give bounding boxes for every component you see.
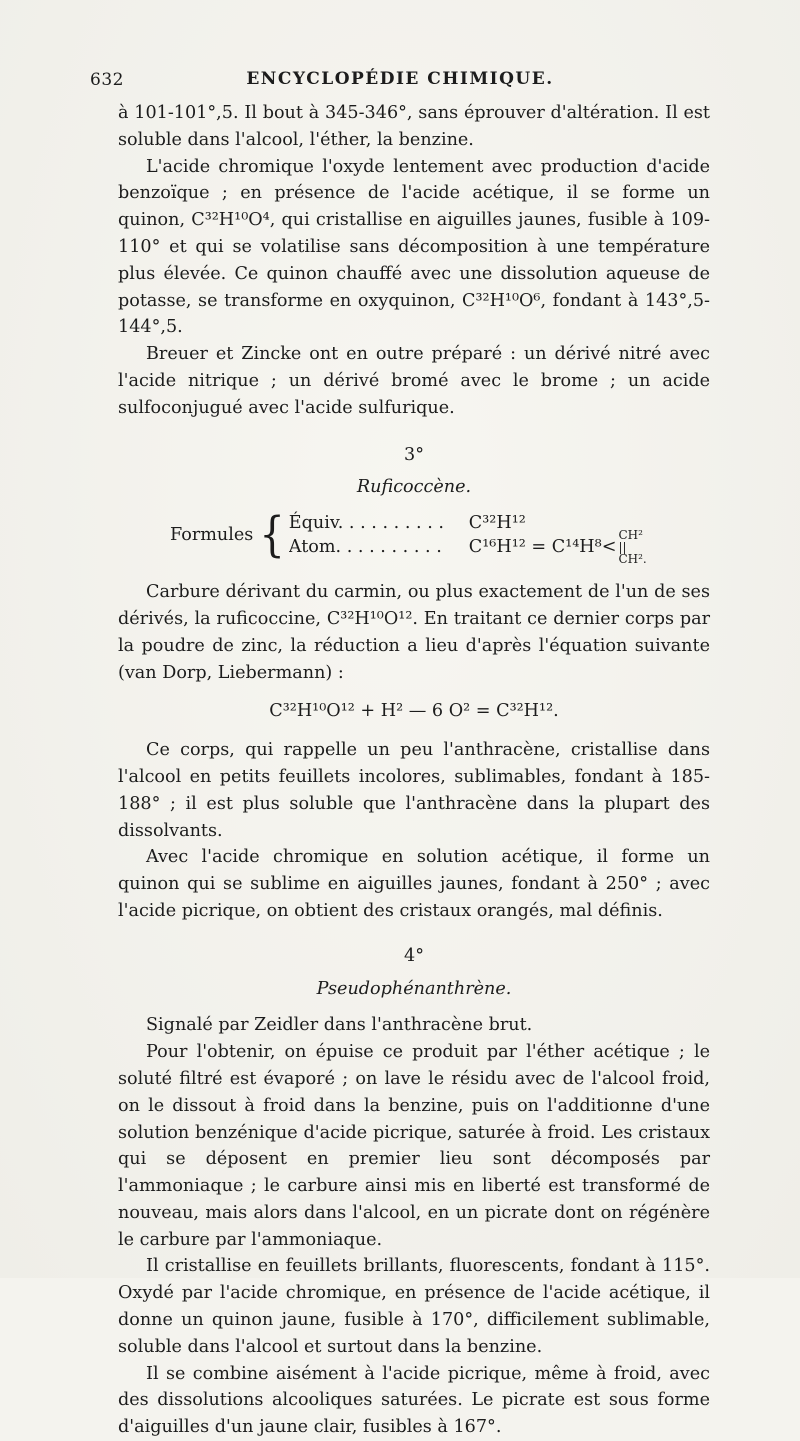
branch-top: CH² [618,528,643,543]
formula-row-atom [288,528,647,567]
formula-block [170,507,710,567]
formules-label: Formules [170,524,254,545]
formula-name: Atom. . . . . . . . . . [288,536,442,557]
running-title: ENCYCLOPÉDIE CHIMIQUE. [246,69,554,89]
formula-value: C³²H¹² [468,512,526,533]
formula-branch [618,529,646,565]
branch-bond: || [618,540,627,555]
page-header [60,60,740,90]
paragraph: Carbure dérivant du carmin, ou plus exactement de l'un de ses dérivés, la ruficoccine, C³²H¹⁰O¹². En traitant ce dernier corps par la poudre de zinc, la réduction a lieu d'après l'équation suivante (van Dorp, Liebermann) : [118,582,710,683]
paragraph: Il cristallise en feuillets brillants, fluorescents, fondant à 115°. Oxydé par l'acide chromique, en présence de l'acide acétique, il donne un quinon jaune, fusible à 170°, difficilement sublimable, soluble dans l'alcool et surtout dans la benzine. [118,1256,710,1357]
paragraph: Signalé par Zeidler dans l'anthracène brut. [146,1015,533,1036]
formula-row-equiv [289,511,647,535]
formula-name: Équiv. . . . . . . . . . [288,512,444,533]
paragraph: Avec l'acide chromique en solution acétique, il forme un quinon qui se sublime en aiguilles jaunes, fondant à 250° ; avec l'acide picrique, on obtient des cristaux orangés, mal définis. [118,847,710,921]
paragraph: Pour l'obtenir, on épuise ce produit par l'éther acétique ; le soluté filtré est évaporé ; on lave le résidu avec de l'alcool froid, on le dissout à froid dans la benzine, puis on l'additionne d'une solution benzénique d'acide picrique, saturée à froid. Les cristaux qui se déposent en premier lieu sont décomposés par l'ammoniaque ; le carbure ainsi mis en liberté est transformé de nouveau, mais alors dans l'alcool, en un picrate dont on régénère le carbure par l'ammoniaque. [118,1042,710,1250]
formula-value: C¹⁶H¹² = C¹⁴H⁸< [468,536,617,557]
paragraph: à 101-101°,5. Il bout à 345-346°, sans éprouver d'altération. Il est soluble dans l'alcool, l'éther, la benzine. [118,103,710,150]
equation: C³²H¹⁰O¹² + H² — 6 O² = C³²H¹². [269,701,559,722]
paragraph: Breuer et Zincke ont en outre préparé : un dérivé nitré avec l'acide nitrique ; un dérivé bromé avec le brome ; un acide sulfoconjugué avec l'acide sulfurique. [118,344,710,418]
section-title: Ruficoccène. [356,477,472,498]
section-number: 4° [404,945,424,966]
branch-bottom: CH². [618,552,647,567]
paragraph: Ce corps, qui rappelle un peu l'anthracène, cristallise dans l'alcool en petits feuillets incolores, sublimables, fondant à 185-188° ; il est plus soluble que l'anthracène dans la plupart des dissolvants. [118,740,710,841]
brace-icon: { [259,507,285,563]
page-number: 632 [90,70,124,90]
section-number: 3° [404,444,424,465]
section-title: Pseudophénanthrène. [316,978,512,999]
paragraph: Il se combine aisément à l'acide picrique, même à froid, avec des dissolutions alcooliques saturées. Le picrate est sous forme d'aiguilles d'un jaune clair, fusibles à 167°. [118,1363,710,1438]
page-body [60,90,740,1441]
paragraph: L'acide chromique l'oxyde lentement avec production d'acide benzoïque ; en présence de l'acide acétique, il se forme un quinon, C³²H¹⁰O⁴, qui cristallise en aiguilles jaunes, fusible à 109-110° et qui se volatilise sans décomposition à une température plus élevée. Ce quinon chauffé avec une dissolution aqueuse de potasse, se transforme en oxyquinon, C³²H¹⁰O⁶, fondant à 143°,5-144°,5. [118,156,710,338]
